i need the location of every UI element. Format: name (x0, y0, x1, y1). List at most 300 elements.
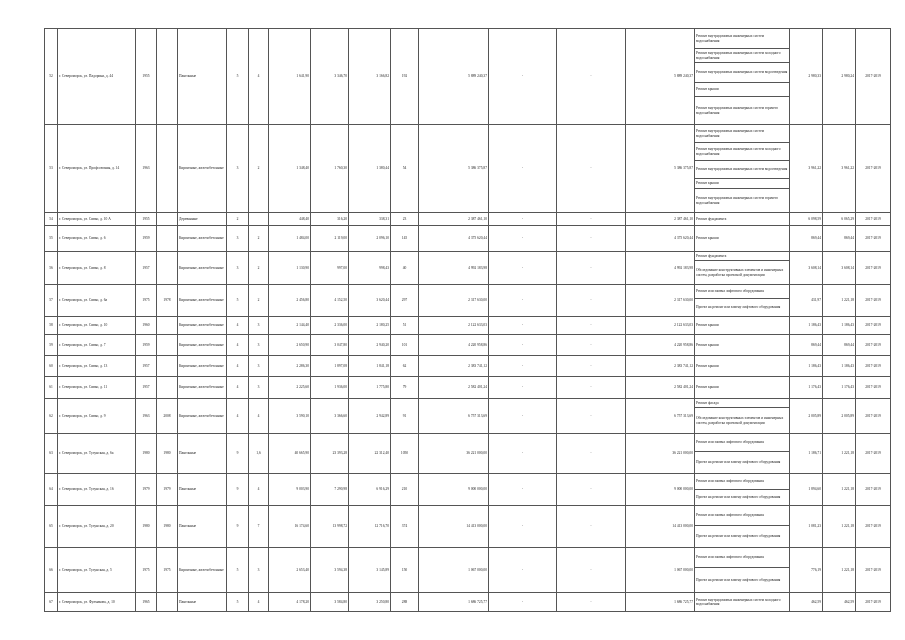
entrances: 3 (249, 377, 269, 399)
funds-owners: 5 889 240,37 (626, 29, 695, 125)
floors: 4 (227, 356, 249, 377)
address: г. Североморск, ул. Сивко, д. 6 (58, 226, 136, 252)
work-type: Ремонт крыши (695, 83, 790, 97)
year-built: 1955 (136, 213, 157, 226)
wall-material: Кирпичные, железобетонные (178, 335, 227, 356)
funds-federal: - (489, 506, 557, 548)
unit-cost: 1 894,60 (790, 474, 823, 506)
row-number: 61 (45, 377, 58, 399)
year-built: 1975 (136, 548, 157, 593)
living-area: 2 119,00 (311, 226, 349, 252)
entrances: 7 (249, 506, 269, 548)
residential-area: 1 380,44 (349, 125, 391, 213)
cost-total: 2 582 401,24 (419, 377, 489, 399)
year-built: 1960 (136, 317, 157, 335)
year-reconstruction (157, 252, 178, 285)
residential-area: 2 180,25 (349, 317, 391, 335)
total-area: 40 665,90 (269, 434, 311, 474)
living-area: 3 047,80 (311, 335, 349, 356)
max-unit-cost: 1 176,43 (823, 377, 856, 399)
funds-federal: - (489, 285, 557, 317)
table-row (45, 593, 891, 612)
completion-period: 2017-2019 (856, 226, 891, 252)
funds-owners: 2 122 633,03 (626, 317, 695, 335)
cost-total: 4 220 958,86 (419, 335, 489, 356)
work-type: Ремонт внутридомовых инженерных систем водоснабжения (695, 125, 790, 143)
table-row (45, 474, 891, 490)
total-area: 1 348,40 (269, 125, 311, 213)
wall-material: Кирпичные, железобетонные (178, 125, 227, 213)
row-number: 53 (45, 125, 58, 213)
floors: 5 (227, 548, 249, 593)
total-area: 3 590,10 (269, 399, 311, 434)
entrances: 2 (249, 125, 269, 213)
living-area: 3 594,38 (311, 548, 349, 593)
funds-federal: - (489, 434, 557, 474)
unit-cost: 2 005,89 (790, 399, 823, 434)
table-row (45, 434, 891, 452)
year-reconstruction (157, 213, 178, 226)
cost-total: 2 317 630,00 (419, 285, 489, 317)
cost-total: 4 992 183,98 (419, 252, 489, 285)
table-row (45, 29, 891, 49)
work-type: Ремонт крыши (695, 335, 790, 356)
living-area: 1 897,08 (311, 356, 349, 377)
entrances: 3 (249, 548, 269, 593)
work-type: Ремонт крыши (695, 356, 790, 377)
funds-federal: - (489, 356, 557, 377)
work-type: Ремонт крыши (695, 377, 790, 399)
residents: 145 (391, 226, 419, 252)
living-area: 997,00 (311, 252, 349, 285)
completion-period: 2017-2019 (856, 548, 891, 593)
total-area: 16 174,60 (269, 506, 311, 548)
year-reconstruction (157, 125, 178, 213)
floors: 4 (227, 377, 249, 399)
residential-area: 1 841,18 (349, 356, 391, 377)
row-number: 58 (45, 317, 58, 335)
living-area: 7 290,98 (311, 474, 349, 506)
table-row (45, 226, 891, 252)
unit-cost: 1 186,43 (790, 317, 823, 335)
work-type: Ремонт или замена лифтового оборудования (695, 548, 790, 568)
wall-material: Панельные (178, 506, 227, 548)
total-area: 448,40 (269, 213, 311, 226)
year-reconstruction: 1980 (157, 434, 178, 474)
residential-area: 22 312,40 (349, 434, 391, 474)
max-unit-cost: 1 186,43 (823, 317, 856, 335)
completion-period: 2017-2019 (856, 335, 891, 356)
funds-federal: - (489, 226, 557, 252)
residential-area: 12 716,70 (349, 506, 391, 548)
wall-material: Кирпичные, железобетонные (178, 399, 227, 434)
entrances: 3 (249, 335, 269, 356)
funds-regional: - (557, 29, 626, 125)
table-row (45, 548, 891, 568)
residents: 192 (391, 29, 419, 125)
work-type: Ремонт крыши (695, 317, 790, 335)
floors: 2 (227, 213, 249, 226)
total-area: 1 641,90 (269, 29, 311, 125)
row-number: 57 (45, 285, 58, 317)
year-built: 1980 (136, 434, 157, 474)
max-unit-cost: 6 065,29 (823, 213, 856, 226)
funds-owners: 2 317 630,00 (626, 285, 695, 317)
living-area: 2 336,00 (311, 317, 349, 335)
funds-regional: - (557, 285, 626, 317)
funds-owners: 4 220 958,86 (626, 335, 695, 356)
work-type: Проект на ремонт или замену лифтового оборудования (695, 299, 790, 317)
residents: 54 (391, 125, 419, 213)
wall-material: Кирпичные, железобетонные (178, 377, 227, 399)
year-reconstruction: 1980 (157, 506, 178, 548)
completion-period: 2017-2019 (856, 29, 891, 125)
living-area: 1 760,30 (311, 125, 349, 213)
wall-material: Кирпичные, железобетонные (178, 356, 227, 377)
work-type: Ремонт или замена лифтового оборудования (695, 434, 790, 452)
address: г. Североморск, ул. Тулунская, д. 20 (58, 506, 136, 548)
living-area: 316,20 (311, 213, 349, 226)
cost-total: 4 375 620,44 (419, 226, 489, 252)
residential-area: 3 145,89 (349, 548, 391, 593)
year-reconstruction (157, 335, 178, 356)
completion-period: 2017-2019 (856, 434, 891, 474)
funds-owners: 14 413 000,00 (626, 506, 695, 548)
wall-material: Кирпичные, железобетонные (178, 548, 227, 593)
completion-period: 2017-2019 (856, 506, 891, 548)
completion-period: 2017-2019 (856, 317, 891, 335)
max-unit-cost: 1 221,18 (823, 506, 856, 548)
wall-material: Панельные (178, 593, 227, 612)
max-unit-cost: 462,59 (823, 593, 856, 612)
entrances: 2 (249, 252, 269, 285)
cost-total: 2 383 741,12 (419, 356, 489, 377)
floors: 4 (227, 317, 249, 335)
funds-regional: - (557, 335, 626, 356)
work-type: Проект на ремонт или замену лифтового оборудования (695, 452, 790, 474)
total-area: 1 484,00 (269, 226, 311, 252)
unit-cost: 6 098,59 (790, 213, 823, 226)
max-unit-cost: 2 980,24 (823, 29, 856, 125)
living-area: 1 936,00 (311, 377, 349, 399)
entrances: 3 (249, 317, 269, 335)
total-area: 2 286,30 (269, 356, 311, 377)
year-built: 1957 (136, 252, 157, 285)
work-type: Ремонт внутридомовых инженерных систем холодного водоснабжения (695, 143, 790, 161)
funds-federal: - (489, 29, 557, 125)
work-type: Ремонт внутридомовых инженерных систем водоотведения (695, 63, 790, 83)
max-unit-cost: 3 961,22 (823, 125, 856, 213)
work-type: Ремонт внутридомовых инженерных систем водоснабжения (695, 29, 790, 49)
total-area: 2 225,60 (269, 377, 311, 399)
address: г. Североморск, ул. Сивко, д. 13 (58, 356, 136, 377)
residents: 51 (391, 317, 419, 335)
living-area: 23 393,28 (311, 434, 349, 474)
max-unit-cost: 1 221,18 (823, 474, 856, 506)
work-type: Ремонт или замена лифтового оборудования (695, 474, 790, 490)
completion-period: 2017-2019 (856, 356, 891, 377)
work-type: Ремонт фундамента (695, 213, 790, 226)
wall-material: Панельные (178, 434, 227, 474)
table-row (45, 377, 891, 399)
table-row (45, 252, 891, 261)
total-area: 2 650,90 (269, 335, 311, 356)
table-row (45, 506, 891, 526)
wall-material: Панельные (178, 29, 227, 125)
max-unit-cost: 869,44 (823, 335, 856, 356)
work-type: Ремонт или замена лифтового оборудования (695, 285, 790, 299)
completion-period: 2017-2019 (856, 252, 891, 285)
floors: 4 (227, 399, 249, 434)
max-unit-cost: 1 221,18 (823, 548, 856, 593)
cost-total: 5 386 375,87 (419, 125, 489, 213)
max-unit-cost: 3 608,14 (823, 252, 856, 285)
row-number: 62 (45, 399, 58, 434)
living-area: 13 998,72 (311, 506, 349, 548)
cost-total: 6 757 313,69 (419, 399, 489, 434)
year-built: 1975 (136, 285, 157, 317)
work-type: Ремонт внутридомовых инженерных систем холодного водоснабжения (695, 593, 790, 612)
funds-owners: 5 386 375,87 (626, 125, 695, 213)
funds-owners: 2 383 741,12 (626, 356, 695, 377)
entrances: 1,6 (249, 434, 269, 474)
unit-cost: 3 608,14 (790, 252, 823, 285)
address: г. Североморск, ул. Тулунская, д. 5 (58, 548, 136, 593)
residents: 374 (391, 506, 419, 548)
work-type: Ремонт фасада (695, 399, 790, 408)
completion-period: 2017-2019 (856, 377, 891, 399)
year-built: 1955 (136, 29, 157, 125)
completion-period: 2017-2019 (856, 399, 891, 434)
total-area: 4 178,20 (269, 593, 311, 612)
funds-regional: - (557, 506, 626, 548)
max-unit-cost: 1 186,43 (823, 356, 856, 377)
cost-total: 14 413 000,00 (419, 506, 489, 548)
max-unit-cost: 2 005,89 (823, 399, 856, 434)
work-type: Ремонт внутридомовых инженерных систем горячего водоснабжения (695, 189, 790, 213)
funds-federal: - (489, 474, 557, 506)
funds-owners: 9 000 000,00 (626, 474, 695, 506)
table-row (45, 335, 891, 356)
work-type: Обследование конструктивных элементов и инженерных систем, разработка проектной документации (695, 261, 790, 285)
address: г. Североморск, ул. Сивко, д. 7 (58, 335, 136, 356)
total-area: 2 144,40 (269, 317, 311, 335)
residents: 297 (391, 285, 419, 317)
table-row (45, 399, 891, 408)
wall-material: Деревянные (178, 213, 227, 226)
row-number: 66 (45, 548, 58, 593)
year-reconstruction (157, 356, 178, 377)
year-reconstruction (157, 317, 178, 335)
floors: 9 (227, 434, 249, 474)
row-number: 63 (45, 434, 58, 474)
completion-period: 2017-2019 (856, 125, 891, 213)
funds-owners: 4 992 183,98 (626, 252, 695, 285)
register-table (44, 28, 891, 612)
work-type: Проект на ремонт или замену лифтового оборудования (695, 490, 790, 506)
address: г. Североморск, ул. Сивко, д. 9 (58, 399, 136, 434)
funds-federal: - (489, 213, 557, 226)
residential-area: 1 775,80 (349, 377, 391, 399)
address: г. Североморск, ул. Сивко, д. 8 (58, 252, 136, 285)
entrances: 4 (249, 593, 269, 612)
work-type: Проект на ремонт или замену лифтового оборудования (695, 526, 790, 548)
total-area: 2 653,40 (269, 548, 311, 593)
unit-cost: 462,59 (790, 593, 823, 612)
address: г. Североморск, ул. Тулунская, д. 6а (58, 434, 136, 474)
residents: 23 (391, 213, 419, 226)
year-built: 1963 (136, 399, 157, 434)
year-built: 1957 (136, 377, 157, 399)
year-reconstruction (157, 226, 178, 252)
cost-total: 5 889 240,37 (419, 29, 489, 125)
funds-owners: 1 686 725,77 (626, 593, 695, 612)
row-number: 60 (45, 356, 58, 377)
floors: 3 (227, 252, 249, 285)
wall-material: Кирпичные, железобетонные (178, 252, 227, 285)
work-type: Обследование конструктивных элементов и инженерных систем, разработка проектной документации (695, 408, 790, 434)
residents: 101 (391, 335, 419, 356)
row-number: 56 (45, 252, 58, 285)
work-type: Ремонт фундамента (695, 252, 790, 261)
year-built: 1980 (136, 506, 157, 548)
row-number: 55 (45, 226, 58, 252)
living-area: 4 152,50 (311, 285, 349, 317)
year-built: 1965 (136, 593, 157, 612)
cost-total: 1 686 725,77 (419, 593, 489, 612)
living-area: 3 584,80 (311, 593, 349, 612)
max-unit-cost: 1 221,18 (823, 434, 856, 474)
funds-owners: 6 757 313,69 (626, 399, 695, 434)
funds-regional: - (557, 317, 626, 335)
funds-regional: - (557, 434, 626, 474)
work-type: Ремонт крыши (695, 179, 790, 189)
funds-federal: - (489, 335, 557, 356)
work-type: Ремонт крыши (695, 226, 790, 252)
table-row (45, 285, 891, 299)
unit-cost: 776,19 (790, 548, 823, 593)
completion-period: 2017-2019 (856, 474, 891, 506)
floors: 5 (227, 593, 249, 612)
funds-regional: - (557, 593, 626, 612)
row-number: 59 (45, 335, 58, 356)
table-row (45, 125, 891, 143)
floors: 9 (227, 474, 249, 506)
wall-material: Кирпичные, железобетонные (178, 226, 227, 252)
residential-area: 2 940,20 (349, 335, 391, 356)
living-area: 3 366,60 (311, 399, 349, 434)
residential-area: 3 250,80 (349, 593, 391, 612)
funds-regional: - (557, 226, 626, 252)
residential-area: 338,31 (349, 213, 391, 226)
year-built: 1959 (136, 226, 157, 252)
row-number: 67 (45, 593, 58, 612)
year-reconstruction (157, 377, 178, 399)
unit-cost: 869,44 (790, 335, 823, 356)
living-area: 3 346,70 (311, 29, 349, 125)
work-type: Ремонт внутридомовых инженерных систем водоотведения (695, 161, 790, 179)
cost-total: 2 122 633,03 (419, 317, 489, 335)
year-reconstruction: 1979 (157, 474, 178, 506)
entrances: 4 (249, 474, 269, 506)
unit-cost: 1 186,43 (790, 356, 823, 377)
cost-total: 36 221 000,00 (419, 434, 489, 474)
residential-area: 6 916,29 (349, 474, 391, 506)
floors: 5 (227, 285, 249, 317)
funds-owners: 2 387 461,10 (626, 213, 695, 226)
wall-material: Кирпичные, железобетонные (178, 317, 227, 335)
residents: 210 (391, 474, 419, 506)
completion-period: 2017-2019 (856, 213, 891, 226)
total-area: 9 003,90 (269, 474, 311, 506)
work-type: Ремонт внутридомовых инженерных систем горячего водоснабжения (695, 97, 790, 125)
year-built: 1979 (136, 474, 157, 506)
year-reconstruction: 1978 (157, 285, 178, 317)
wall-material: Кирпичные, железобетонные (178, 285, 227, 317)
funds-regional: - (557, 356, 626, 377)
cost-total: 9 000 000,00 (419, 474, 489, 506)
cost-total: 1 067 000,00 (419, 548, 489, 593)
register-table-body (45, 29, 891, 612)
address: г. Североморск, ул. Сивко, д. 6а (58, 285, 136, 317)
address: г. Североморск, ул. Сивко, д. 10 А (58, 213, 136, 226)
row-number: 65 (45, 506, 58, 548)
funds-owners: 1 067 000,00 (626, 548, 695, 593)
entrances: 3 (249, 356, 269, 377)
funds-federal: - (489, 125, 557, 213)
entrances: 4 (249, 29, 269, 125)
unit-cost: 431,97 (790, 285, 823, 317)
address: г. Североморск, ул. Тулунская, д. 16 (58, 474, 136, 506)
residents: 1050 (391, 434, 419, 474)
funds-federal: - (489, 317, 557, 335)
row-number: 52 (45, 29, 58, 125)
residential-area: 998,43 (349, 252, 391, 285)
funds-federal: - (489, 548, 557, 593)
residents: 150 (391, 548, 419, 593)
work-type: Ремонт или замена лифтового оборудования (695, 506, 790, 526)
unit-cost: 1 081,23 (790, 506, 823, 548)
funds-regional: - (557, 125, 626, 213)
entrances: 2 (249, 226, 269, 252)
funds-federal: - (489, 377, 557, 399)
funds-owners: 4 375 620,44 (626, 226, 695, 252)
funds-federal: - (489, 252, 557, 285)
funds-regional: - (557, 213, 626, 226)
year-reconstruction (157, 29, 178, 125)
address: г. Североморск, ул. Падорина, д. 44 (58, 29, 136, 125)
residents: 40 (391, 252, 419, 285)
work-type: Проект на ремонт или замену лифтового оборудования (695, 568, 790, 593)
residents: 79 (391, 377, 419, 399)
residents: 62 (391, 356, 419, 377)
address: г. Североморск, ул. Профсоюзная, д. 14 (58, 125, 136, 213)
entrances (249, 213, 269, 226)
unit-cost: 1 176,43 (790, 377, 823, 399)
residential-area: 2 096,10 (349, 226, 391, 252)
completion-period: 2017-2019 (856, 285, 891, 317)
entrances: 2 (249, 285, 269, 317)
funds-owners: 36 221 000,00 (626, 434, 695, 474)
funds-regional: - (557, 474, 626, 506)
residential-area: 2 942,89 (349, 399, 391, 434)
max-unit-cost: 869,44 (823, 226, 856, 252)
unit-cost: 2 980,33 (790, 29, 823, 125)
year-built: 1957 (136, 356, 157, 377)
residential-area: 3 620,44 (349, 285, 391, 317)
wall-material: Панельные (178, 474, 227, 506)
address: г. Североморск, ул. Сивко, д. 10 (58, 317, 136, 335)
